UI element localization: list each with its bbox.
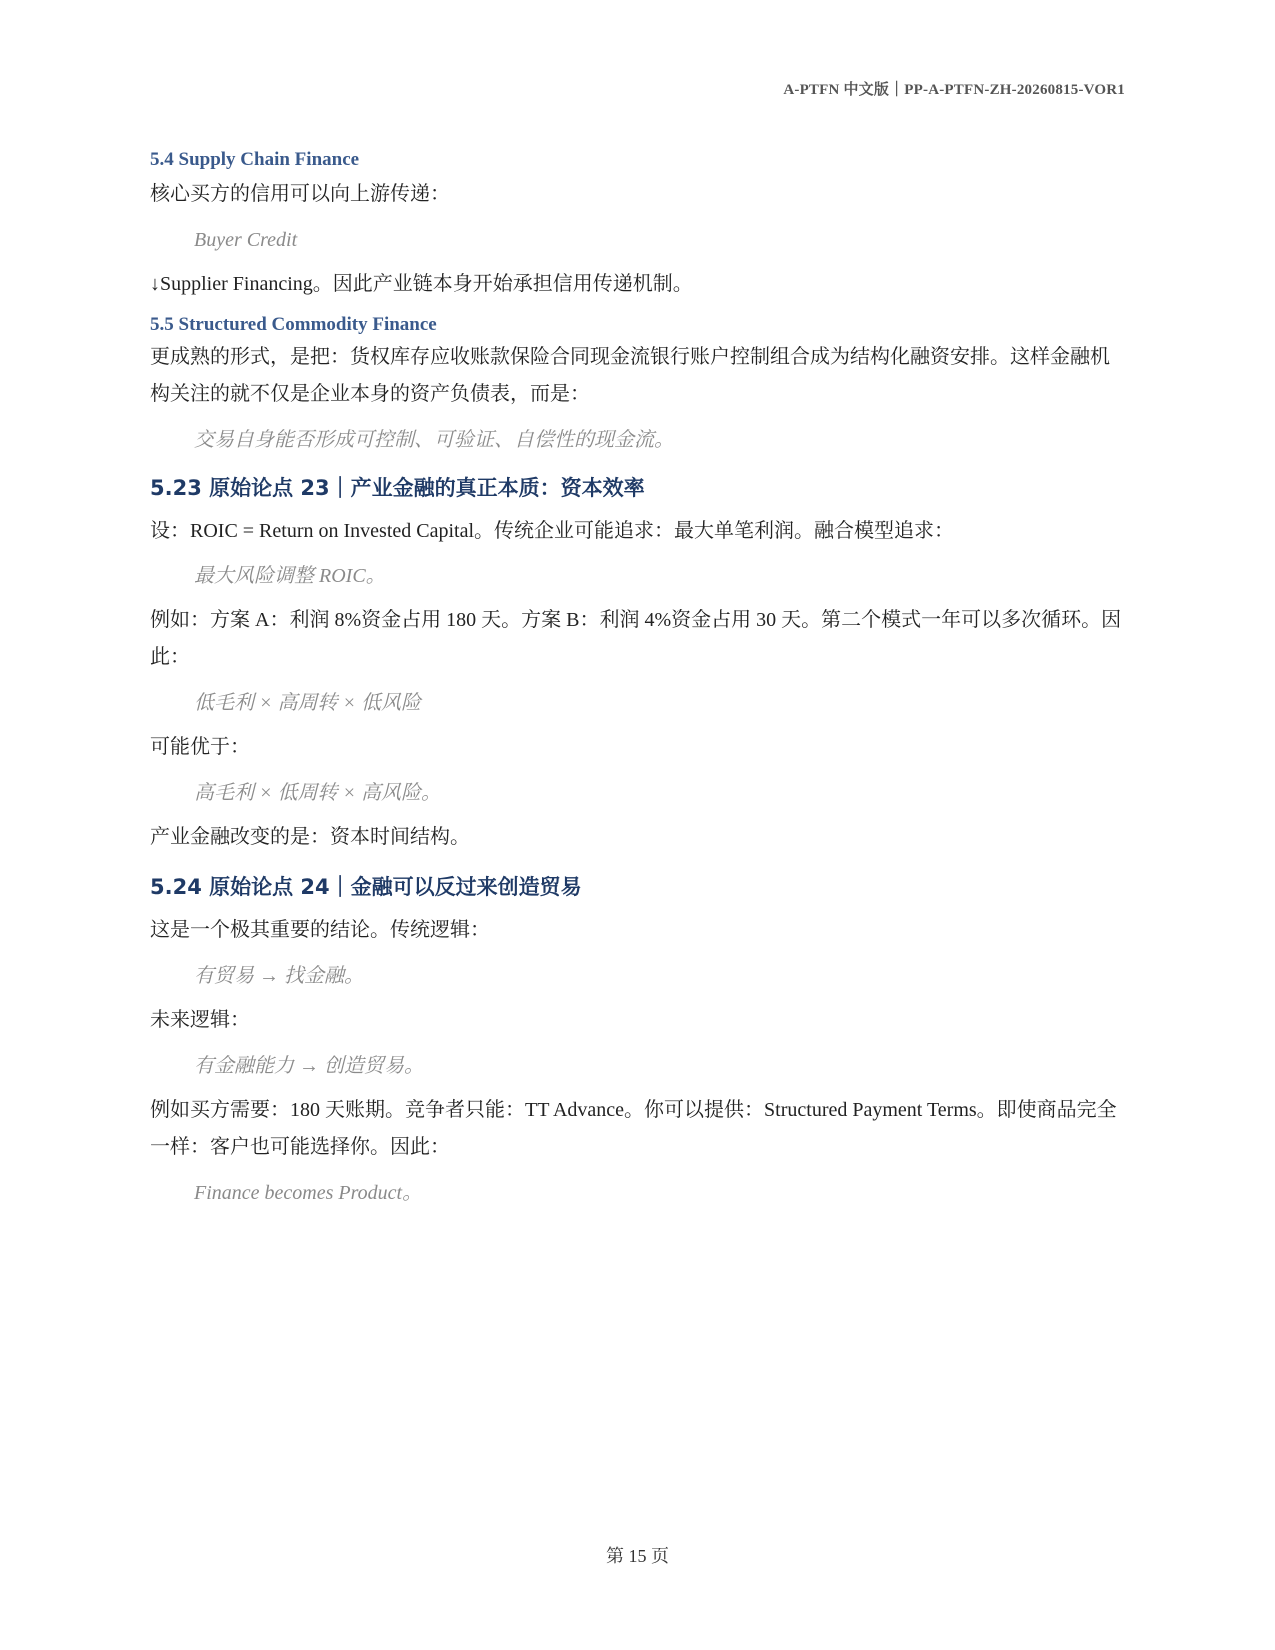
paragraph: 未来逻辑： [150,1009,250,1031]
section-heading-5-4: 5.4 Supply Chain Finance [150,149,360,170]
block-quote: 有贸易 → 找金融。 [194,965,364,987]
block-quote: 高毛利 × 低周转 × 高风险。 [194,782,441,804]
block-quote: 低毛利 × 高周转 × 低风险 [194,692,421,714]
page-content [150,146,1125,1208]
section-heading-5-23: 5.23 原始论点 23｜产业金融的真正本质：资本效率 [150,476,645,500]
page-number: 第 15 页 [606,1546,669,1566]
block-quote: Finance becomes Product。 [194,1182,423,1204]
paragraph: ↓Supplier Financing。因此产业链本身开始承担信用传递机制。 [150,273,693,295]
section-heading-5-24: 5.24 原始论点 24｜金融可以反过来创造贸易 [150,875,582,899]
paragraph: 产业金融改变的是：资本时间结构。 [150,826,470,848]
section-heading-5-5: 5.5 Structured Commodity Finance [150,314,437,335]
paragraph: 更成熟的形式，是把：货权库存应收账款保险合同现金流银行账户控制组合成为结构化融资安排。这样金融机构关注的就不仅是企业本身的资产负债表，而是： [150,346,1110,405]
document-header: A-PTFN 中文版｜PP-A-PTFN-ZH-20260815-VOR1 [783,82,1125,98]
block-quote: 最大风险调整 ROIC。 [194,565,386,587]
block-quote: 有金融能力 → 创造贸易。 [194,1055,424,1077]
block-quote: 交易自身能否形成可控制、可验证、自偿性的现金流。 [194,429,674,451]
paragraph: 核心买方的信用可以向上游传递： [150,183,450,205]
paragraph: 可能优于： [150,736,250,758]
block-quote: Buyer Credit [194,229,298,251]
paragraph: 例如买方需要：180 天账期。竞争者只能：TT Advance。你可以提供：Structured Payment Terms。即使商品完全一样：客户也可能选择你。因此： [150,1099,1117,1158]
paragraph: 设：ROIC = Return on Invested Capital。传统企业可能追求：最大单笔利润。融合模型追求： [150,520,955,542]
paragraph: 例如：方案 A：利润 8%资金占用 180 天。方案 B：利润 4%资金占用 30 天。第二个模式一年可以多次循环。因此： [150,609,1122,668]
paragraph: 这是一个极其重要的结论。传统逻辑： [150,919,490,941]
